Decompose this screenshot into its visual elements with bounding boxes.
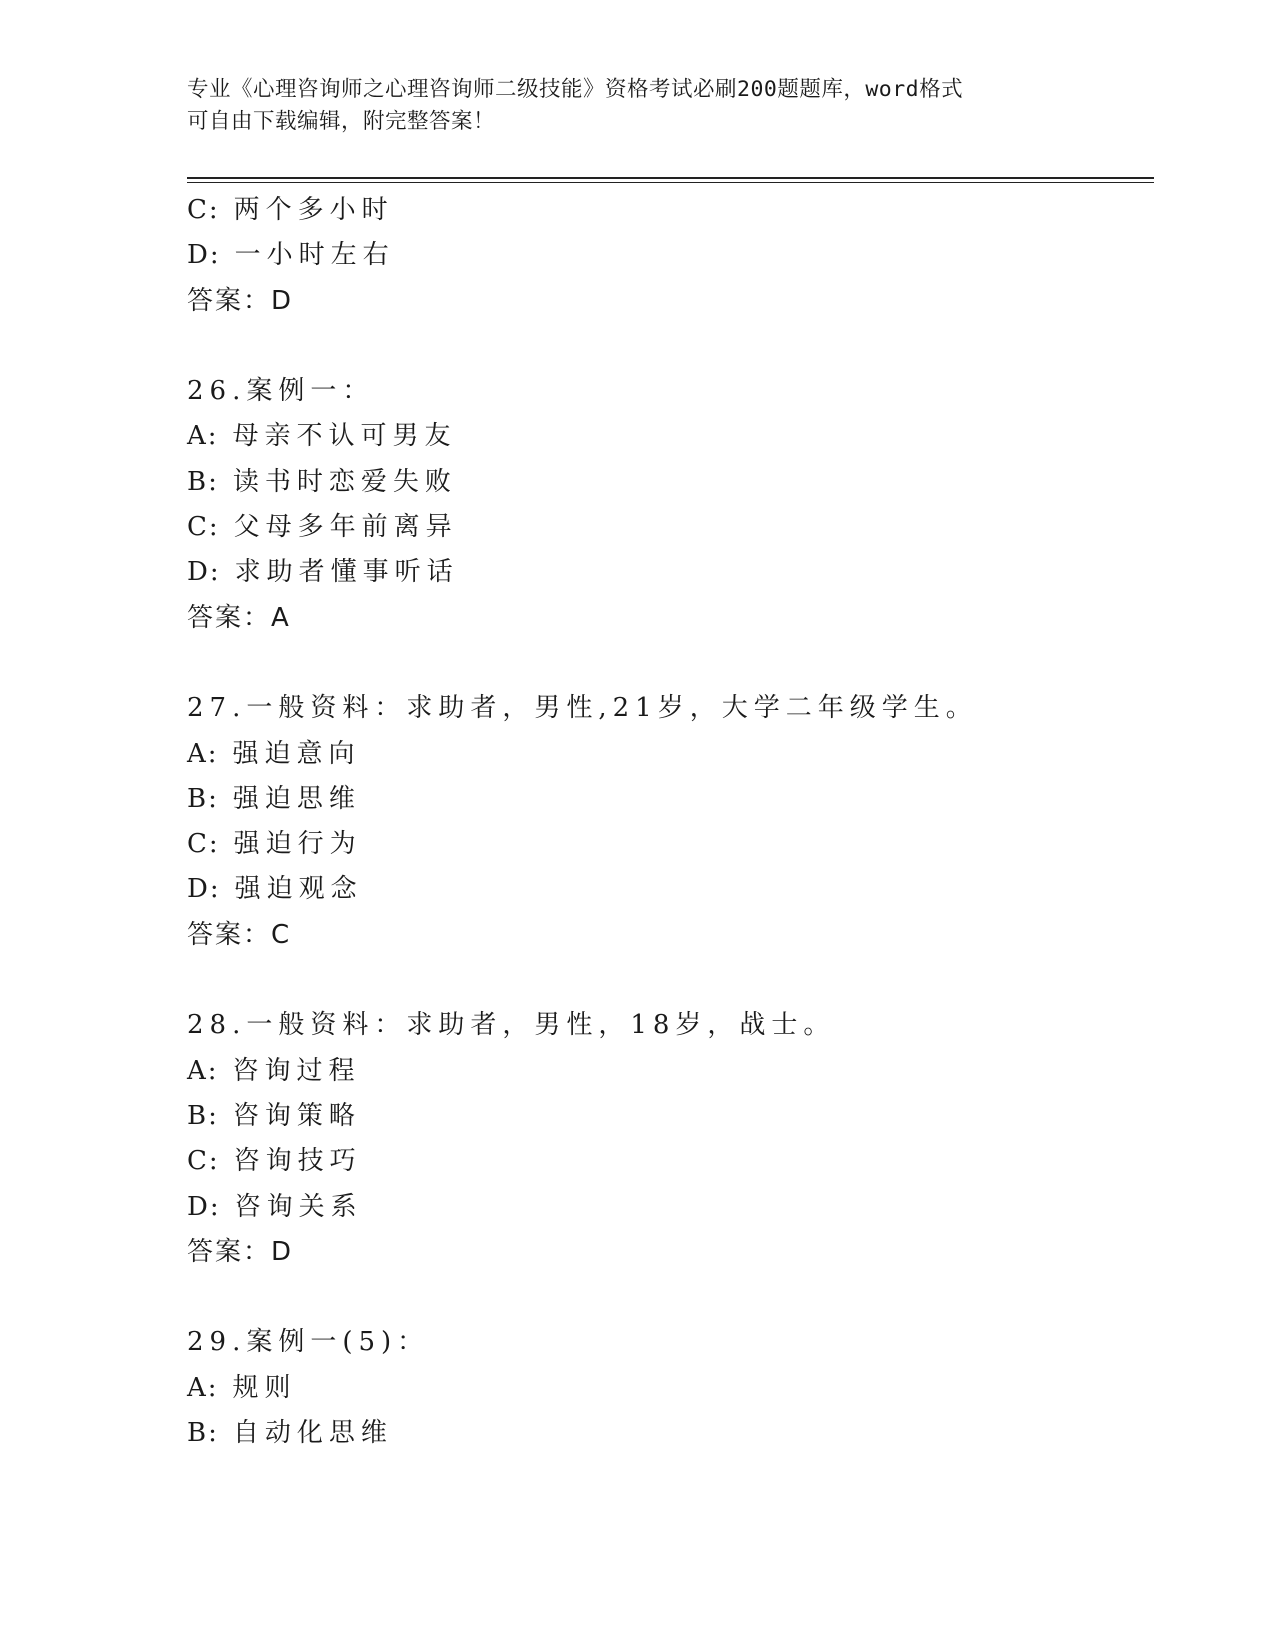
option-a: A: 咨询过程 xyxy=(187,1055,361,1086)
option-d: D: 咨询关系 xyxy=(187,1191,363,1222)
option-a: A: 母亲不认可男友 xyxy=(187,421,457,452)
question-stem: 28.一般资料：求助者，男性，18岁，战士。 xyxy=(187,1010,836,1041)
header-divider xyxy=(187,177,1154,183)
header-line-2: 可自由下载编辑，附完整答案！ xyxy=(187,109,496,134)
option-b: B: 读书时恋爱失败 xyxy=(187,466,457,497)
answer-line: 答案：C xyxy=(187,919,292,950)
question-stem: 29.案例一(5)： xyxy=(187,1327,430,1358)
option-b: B: 咨询策略 xyxy=(187,1100,361,1131)
option-a: A: 规则 xyxy=(187,1372,297,1403)
header-line-1: 专业《心理咨询师之心理咨询师二级技能》资格考试必刷200题题库，word格式 xyxy=(187,77,964,102)
option-d: D: 一小时左右 xyxy=(187,240,395,271)
option-d: D: 求助者懂事听话 xyxy=(187,557,459,588)
option-c: C: 强迫行为 xyxy=(187,829,362,860)
question-stem: 26.案例一： xyxy=(187,376,375,407)
option-b: B: 强迫思维 xyxy=(187,783,361,814)
option-c: C: 两个多小时 xyxy=(187,195,394,225)
option-c: C: 咨询技巧 xyxy=(187,1146,362,1177)
document-header xyxy=(187,74,1067,138)
question-list xyxy=(187,188,1147,1456)
option-b: B: 自动化思维 xyxy=(187,1418,393,1449)
option-a: A: 强迫意向 xyxy=(187,738,361,769)
answer-line: 答案：A xyxy=(187,602,291,633)
answer-line: 答案：D xyxy=(187,1236,294,1267)
question-stem: 27.一般资料：求助者，男性,21岁，大学二年级学生。 xyxy=(187,693,978,724)
option-d: D: 强迫观念 xyxy=(187,874,363,905)
option-c: C: 父母多年前离异 xyxy=(187,512,458,543)
answer-line: 答案：D xyxy=(187,285,294,316)
